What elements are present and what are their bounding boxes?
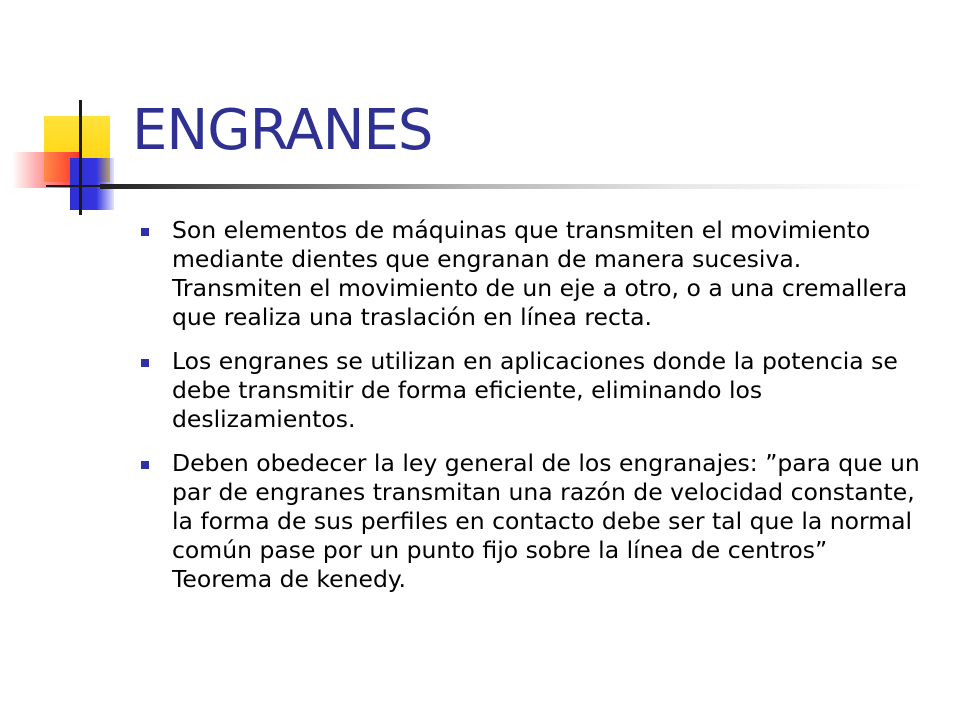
title-underline-rule — [100, 184, 930, 189]
bullet-text: Deben obedecer la ley general de los engranajes: ”para que un par de engranes transmitan una razón de velocidad constante, la forma de sus perfiles en contacto debe ser tal que la normal común pase por un punto fijo sobre la línea de centros” Teorema de kenedy. — [172, 449, 920, 593]
bullet-item — [132, 449, 932, 594]
bullet-list — [132, 216, 932, 609]
bullet-item — [132, 347, 932, 434]
bullet-text: Los engranes se utilizan en aplicaciones donde la potencia se debe transmitir de forma eficiente, eliminando los deslizamientos. — [172, 347, 898, 433]
square-bullet-icon — [141, 461, 149, 469]
bullet-text: Son elementos de máquinas que transmiten el movimiento mediante dientes que engranan de manera sucesiva. Transmiten el movimiento de un eje a otro, o a una cremallera que realiza una traslación en línea recta. — [172, 216, 908, 331]
corner-logo-vertical-line — [79, 100, 82, 215]
square-bullet-icon — [141, 359, 149, 367]
bullet-item — [132, 216, 932, 332]
square-bullet-icon — [141, 228, 149, 236]
slide-title: ENGRANES — [132, 98, 433, 163]
corner-logo-horizontal-line — [46, 185, 106, 187]
